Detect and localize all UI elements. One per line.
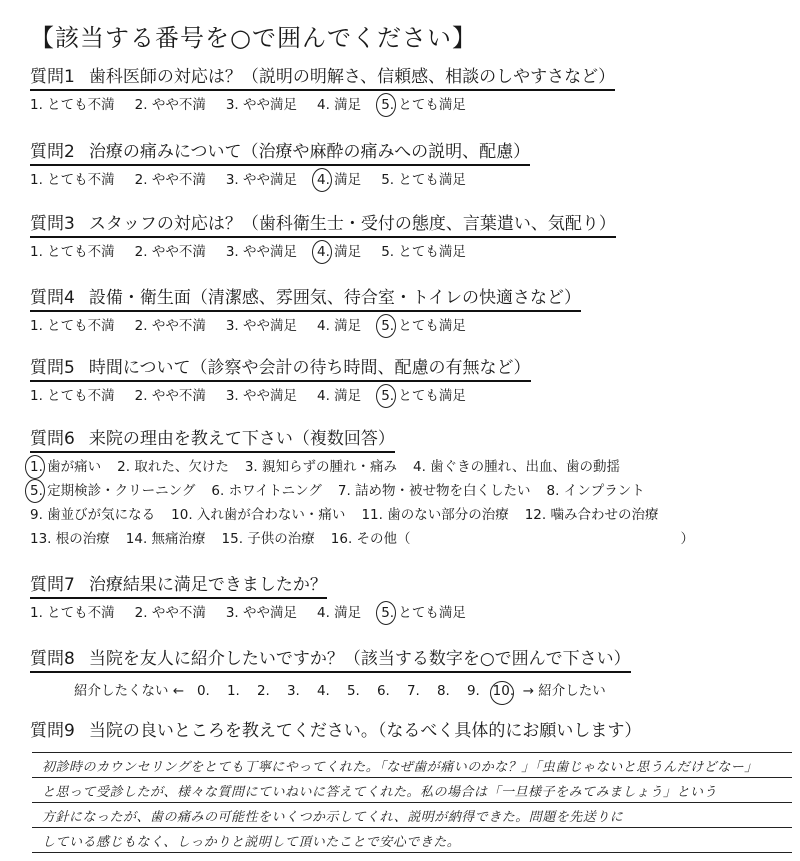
scale-number: 8. — [436, 683, 450, 699]
handwritten-text: している感じもなく、しっかりと説明して頂いたことで安心できた。 — [42, 835, 461, 850]
answer-line — [32, 828, 792, 853]
option-5: 5. とても満足 — [381, 605, 466, 621]
question-4 — [30, 287, 581, 336]
question-number: 質問5 — [30, 358, 75, 378]
scale-number: 3. — [286, 683, 300, 699]
reason-option-7: 7. 詰め物・被せ物を白くしたい — [337, 483, 531, 499]
question-text: 時間について（診察や会計の待ち時間、配慮の有無など） — [88, 358, 531, 378]
answer-line — [32, 752, 792, 778]
option-3: 3. やや満足 — [225, 318, 298, 334]
option-2: 2. やや不満 — [134, 244, 206, 260]
question-text: 当院の良いところを教えてください。（なるべく具体的にお願いします） — [88, 721, 642, 741]
option-2: 2. やや不満 — [134, 97, 206, 113]
reason-option-16: 16. その他（ ） — [330, 531, 695, 547]
reason-option-8: 8. インプラント — [546, 483, 645, 499]
option-1: 1. とても不満 — [30, 97, 115, 113]
question-number: 質問9 — [30, 721, 75, 741]
option-row — [30, 529, 710, 549]
reason-option-1: 1. 歯が痛い — [30, 459, 102, 475]
option-4: 4. 満足 — [317, 318, 362, 334]
recommend-scale — [30, 679, 631, 699]
answer-options — [30, 386, 531, 406]
reason-option-4: 4. 歯ぐきの腫れ、出血、歯の動揺 — [413, 459, 620, 475]
option-1: 1. とても不満 — [30, 605, 115, 621]
question-heading — [30, 574, 327, 599]
question-1 — [30, 66, 615, 115]
question-2 — [30, 141, 530, 190]
handwritten-text: 方針になったが、歯の痛みの可能性をいくつか示してくれ、説明が納得できた。問題を先送りに — [42, 810, 624, 825]
scale-number: 6. — [376, 683, 390, 699]
question-text: 当院を友人に紹介したいですか？（該当する数字を○で囲んで下さい） — [88, 649, 631, 669]
question-heading — [30, 287, 581, 312]
question-text: 治療結果に満足できましたか？ — [88, 575, 327, 595]
reason-option-14: 14. 無痛治療 — [125, 531, 206, 547]
option-2: 2. やや不満 — [134, 172, 206, 188]
scale-number: 5. — [346, 683, 360, 699]
question-8 — [30, 648, 631, 699]
free-text-answer — [32, 752, 792, 853]
option-4: 4. 満足 — [317, 388, 362, 404]
question-number: 質問8 — [30, 649, 75, 669]
question-heading — [30, 648, 631, 673]
option-4: 4. 満足 — [317, 97, 362, 113]
scale-right-label: → 紹介したい — [522, 683, 606, 699]
handwritten-text: と思って受診したが、様々な質問にていねいに答えてくれた。私の場合は「一旦様子をみてみましょう」という — [42, 785, 718, 800]
option-1: 1. とても不満 — [30, 244, 115, 260]
option-1: 1. とても不満 — [30, 172, 115, 188]
question-heading — [30, 720, 641, 743]
option-5: 5. とても満足 — [381, 318, 466, 334]
scale-number: 7. — [406, 683, 420, 699]
scale-number: 2. — [256, 683, 270, 699]
question-text: 治療の痛みについて（治療や麻酔の痛みへの説明、配慮） — [88, 142, 531, 162]
option-1: 1. とても不満 — [30, 388, 115, 404]
option-2: 2. やや不満 — [134, 605, 206, 621]
answer-line — [32, 778, 792, 803]
question-text: 設備・衛生面（清潔感、雰囲気、待合室・トイレの快適さなど） — [88, 288, 581, 308]
question-number: 質問6 — [30, 429, 75, 449]
option-4: 4. 満足 — [317, 172, 362, 188]
reason-option-15: 15. 子供の治療 — [221, 531, 315, 547]
question-heading — [30, 428, 395, 453]
handwritten-text: 初診時のカウンセリングをとても丁寧にやってくれた。「なぜ歯が痛いのかな？」「虫歯じゃないと思うんだけどなー」 — [42, 760, 758, 775]
page-title: 【該当する番号を○で囲んでください】 — [30, 24, 477, 52]
reason-option-12: 12. 噛み合わせの治療 — [524, 507, 659, 523]
question-text: 来院の理由を教えて下さい（複数回答） — [88, 429, 395, 449]
reason-option-9: 9. 歯並びが気になる — [30, 507, 156, 523]
option-3: 3. やや満足 — [225, 388, 298, 404]
answer-options — [30, 603, 486, 623]
answer-options — [30, 242, 616, 262]
option-5: 5. とても満足 — [381, 388, 466, 404]
question-heading — [30, 357, 531, 382]
question-7 — [30, 574, 486, 623]
option-row — [30, 481, 710, 501]
option-4: 4. 満足 — [317, 605, 362, 621]
option-5: 5. とても満足 — [381, 97, 466, 113]
question-text: スタッフの対応は？（歯科衛生士・受付の態度、言葉遣い、気配り） — [88, 214, 616, 234]
option-1: 1. とても不満 — [30, 318, 115, 334]
reason-option-13: 13. 根の治療 — [30, 531, 110, 547]
question-number: 質問3 — [30, 214, 75, 234]
reason-option-2: 2. 取れた、欠けた — [117, 459, 229, 475]
reason-option-11: 11. 歯のない部分の治療 — [361, 507, 509, 523]
question-heading — [30, 141, 530, 166]
option-3: 3. やや満足 — [225, 172, 298, 188]
scale-number: 10. — [488, 683, 518, 699]
option-row — [30, 505, 710, 525]
scale-number: 9. — [466, 683, 480, 699]
question-6 — [30, 428, 710, 549]
option-2: 2. やや不満 — [134, 318, 206, 334]
scale-number: 1. — [226, 683, 240, 699]
reason-option-5: 5. 定期検診・クリーニング — [30, 483, 196, 499]
option-3: 3. やや満足 — [225, 97, 298, 113]
question-number: 質問7 — [30, 575, 75, 595]
multi-choice-options — [30, 457, 710, 549]
answer-line — [32, 803, 792, 828]
option-5: 5. とても満足 — [381, 244, 466, 260]
scale-number: 0. — [196, 683, 210, 699]
question-number: 質問1 — [30, 67, 75, 87]
option-2: 2. やや不満 — [134, 388, 206, 404]
question-heading — [30, 66, 615, 91]
option-5: 5. とても満足 — [381, 172, 466, 188]
answer-options — [30, 316, 581, 336]
question-text: 歯科医師の対応は？（説明の明解さ、信頼感、相談のしやすさなど） — [88, 67, 616, 87]
question-9 — [30, 720, 641, 743]
question-number: 質問2 — [30, 142, 75, 162]
reason-option-3: 3. 親知らずの腫れ・痛み — [244, 459, 398, 475]
question-5 — [30, 357, 531, 406]
answer-options — [30, 170, 530, 190]
option-3: 3. やや満足 — [225, 244, 298, 260]
answer-options — [30, 95, 615, 115]
reason-option-6: 6. ホワイトニング — [211, 483, 322, 499]
question-number: 質問4 — [30, 288, 75, 308]
scale-numbers — [188, 683, 518, 699]
option-4: 4. 満足 — [317, 244, 362, 260]
reason-option-10: 10. 入れ歯が合わない・痛い — [171, 507, 346, 523]
option-3: 3. やや満足 — [225, 605, 298, 621]
question-3 — [30, 213, 616, 262]
option-row — [30, 457, 710, 477]
scale-left-label: 紹介したくない ← — [74, 683, 185, 699]
question-heading — [30, 213, 616, 238]
scale-number: 4. — [316, 683, 330, 699]
